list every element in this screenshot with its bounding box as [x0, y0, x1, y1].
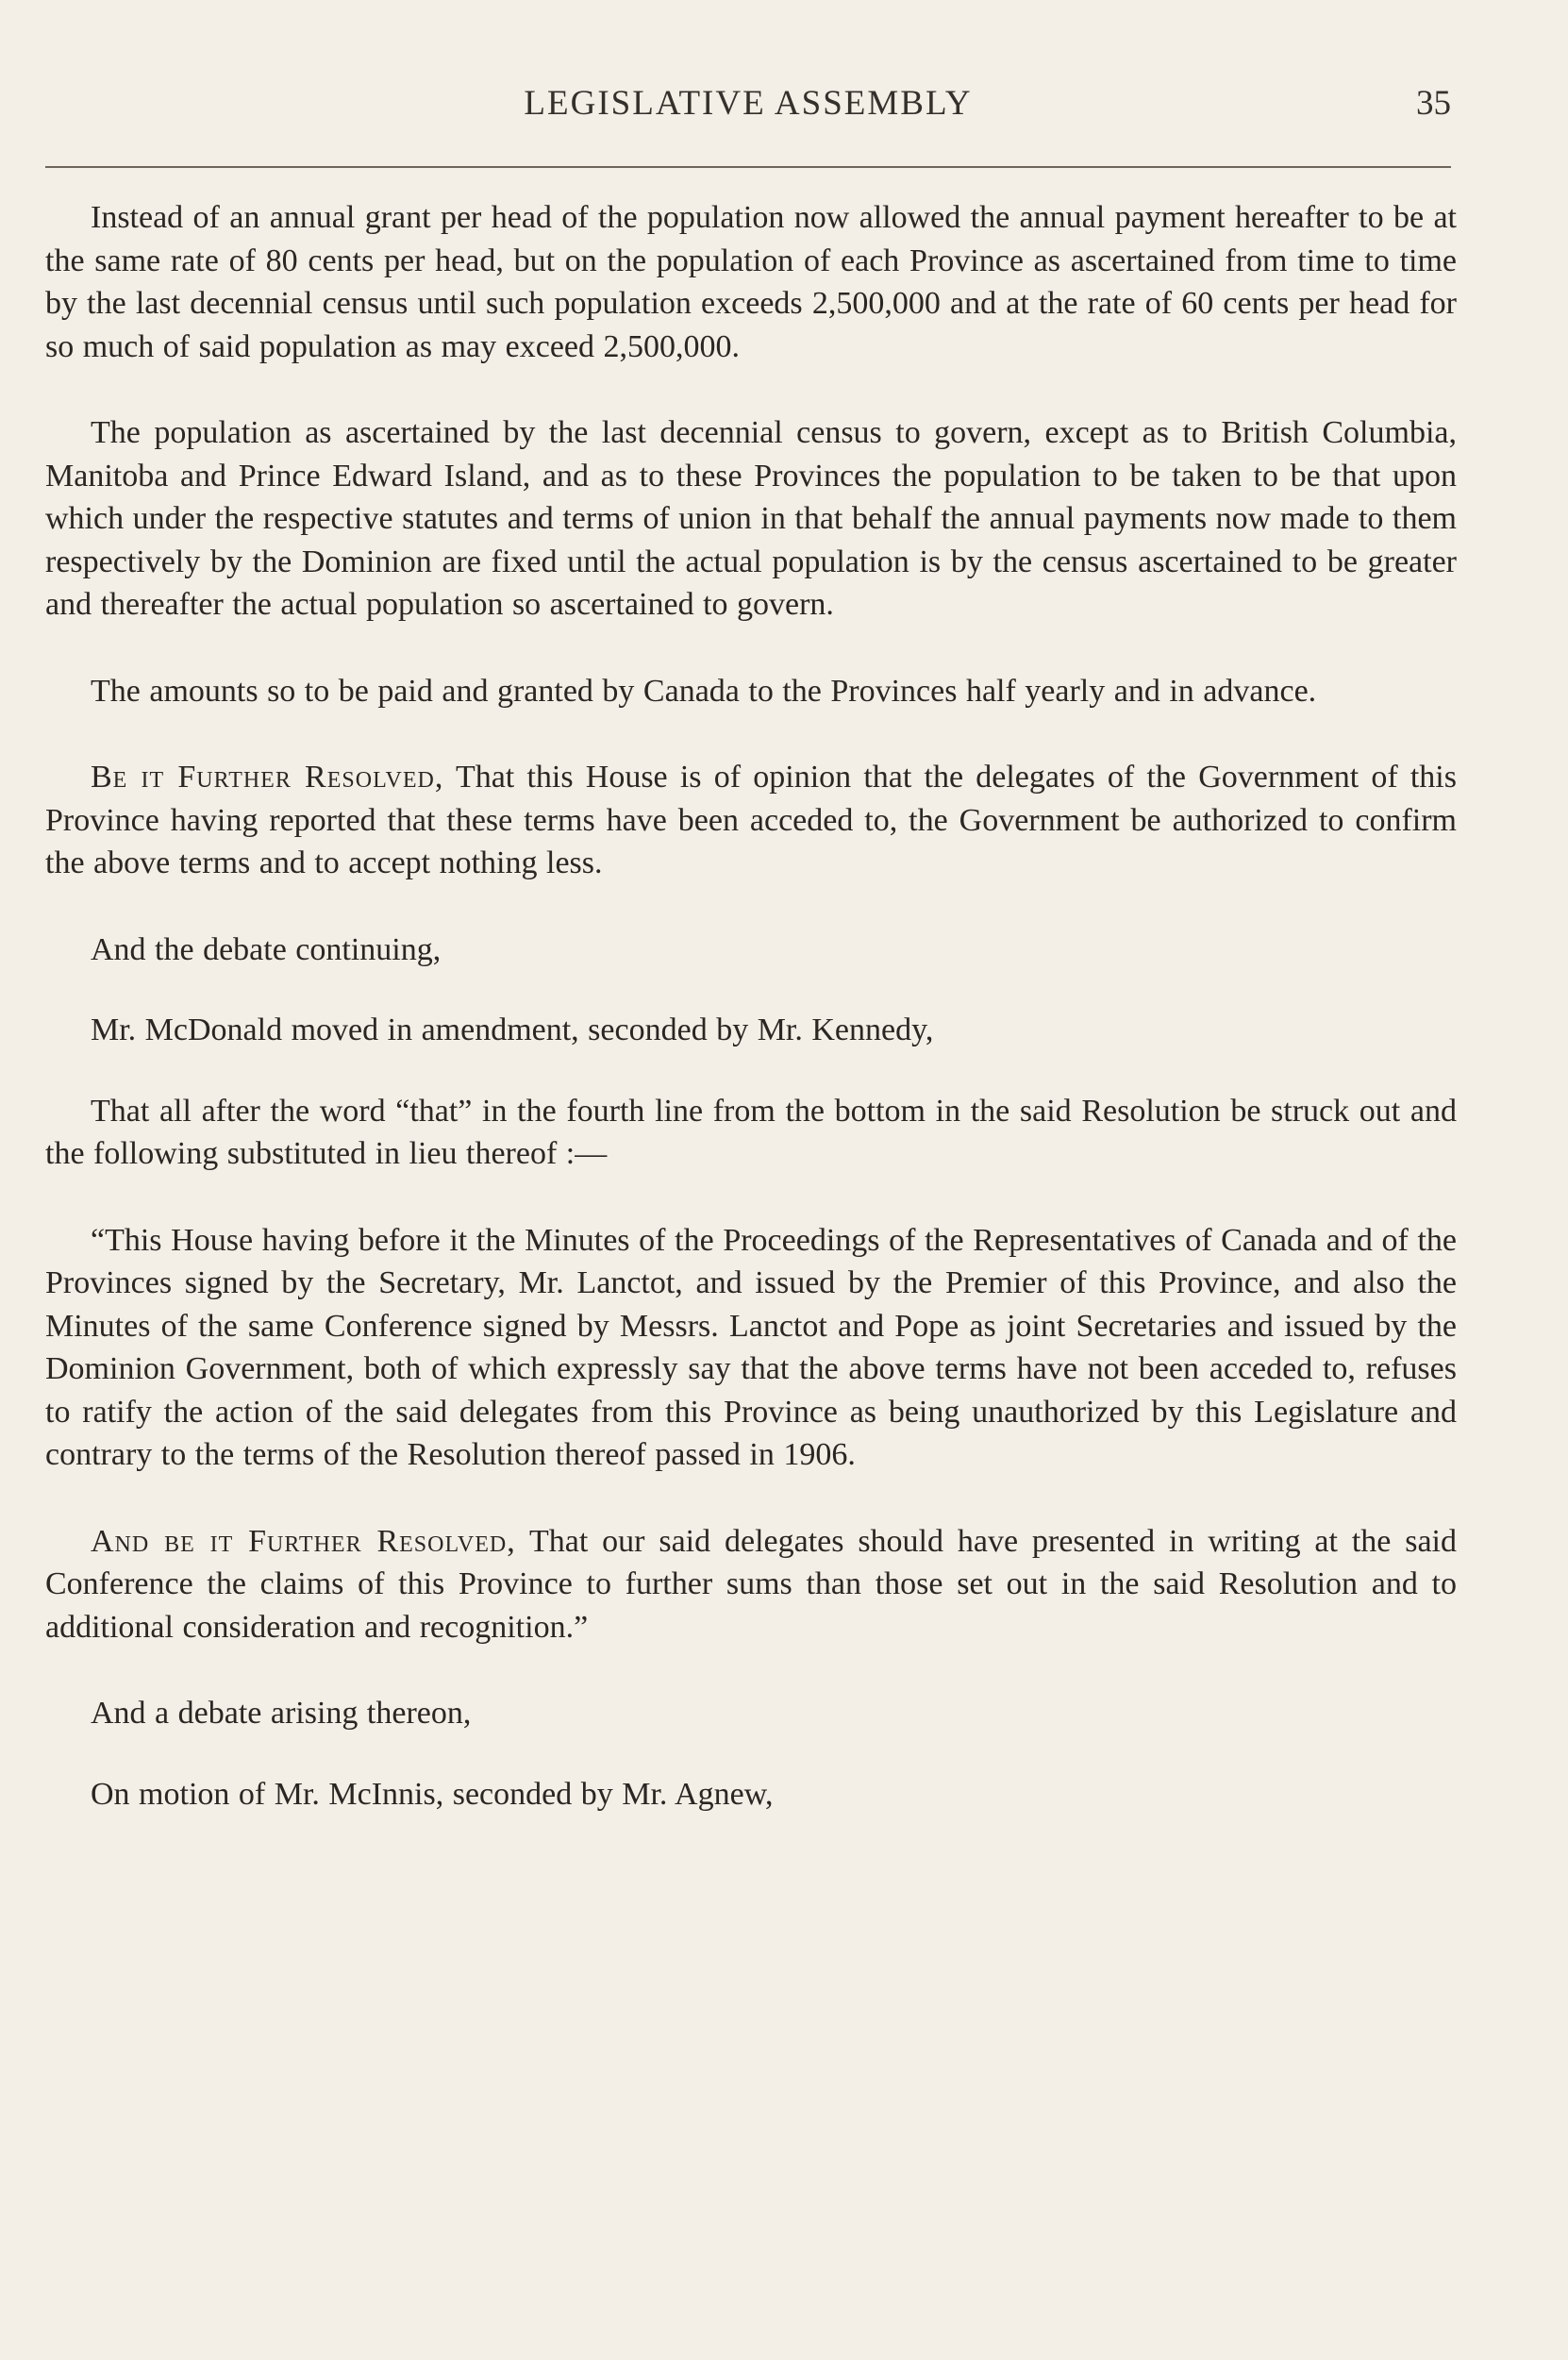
- paragraph-text: That all after the word “that” in the fourth line from the bottom in the said Resolution be struck out and the following substituted in lieu thereof :—: [45, 1093, 1457, 1171]
- paragraph-debate-continuing: [45, 929, 1457, 972]
- paragraph-amendment-motion: [45, 1009, 1457, 1052]
- paragraph-text: That this House is of opinion that the delegates of the Government of this Province having reported that these terms have been acceded to, the Government be authorized to confirm the above terms and to accept nothing less.: [45, 760, 1457, 880]
- paragraph-text: That our said delegates should have presented in writing at the said Conference the claims of this Province to further sums than those set out in the said Resolution and to additional consideration and recognition.”: [45, 1523, 1457, 1645]
- resolution-lead: And be it Further Resolved,: [91, 1523, 516, 1559]
- resolution-lead: Be it Further Resolved,: [91, 760, 444, 795]
- page-number: 35: [1416, 84, 1451, 123]
- paragraph-this-house-having: [45, 1219, 1457, 1477]
- paragraph-debate-arising: [45, 1692, 1457, 1735]
- paragraph-amounts-paid: [45, 670, 1457, 713]
- paragraph-and-be-it-further-resolved: [45, 1520, 1457, 1649]
- paragraph-text: Mr. McDonald moved in amendment, seconded by Mr. Kennedy,: [91, 1013, 934, 1047]
- paragraph-be-it-further-resolved: [45, 756, 1457, 885]
- paragraph-struck-out: [45, 1090, 1457, 1176]
- paragraph-text: “This House having before it the Minutes of the Proceedings of the Representatives of Canada and of the Provinces signed by the Secretary, Mr. Lanctot, and issued by the Premier of this Province, and also the Minutes of the same Conference signed by Messrs. Lanctot and Pope as joint Secretaries and issued by the Dominion Government, both of which expressly say that the above terms have not been acceded to, refuses to ratify the action of the said delegates from this Province as being unauthorized by this Legislature and contrary to the terms of the Resolution thereof passed in 1906.: [45, 1222, 1457, 1472]
- paragraph-text: And a debate arising thereon,: [91, 1696, 472, 1731]
- page-header: [45, 83, 1451, 130]
- paragraph-text: And the debate continuing,: [91, 931, 442, 967]
- header-rule: [45, 166, 1451, 168]
- running-title: LEGISLATIVE ASSEMBLY: [524, 84, 973, 123]
- paragraph-text: On motion of Mr. McInnis, seconded by Mr. Agnew,: [91, 1776, 774, 1812]
- paragraph-text: The population as ascertained by the last decennial census to govern, except as to British Columbia, Manitoba and Prince Edward Island, and as to these Provinces the population to be taken to be that upon which under the respective statutes and terms of union in that behalf the annual payments now made to them respectively by the Dominion are fixed until the actual population is by the census ascertained to be greater and thereafter the actual population so ascertained to govern.: [45, 415, 1457, 622]
- document-body: [45, 196, 1457, 1853]
- paragraph-text: Instead of an annual grant per head of the population now allowed the annual payment hereafter to be at the same rate of 80 cents per head, but on the population of each Province as ascertained from time to time by the last decennial census until such population exceeds 2,500,000 and at the rate of 60 cents per head for so much of said population as may exceed 2,500,000.: [45, 200, 1457, 364]
- paragraph-text: The amounts so to be paid and granted by Canada to the Provinces half yearly and in advance.: [91, 673, 1317, 709]
- paragraph-annual-grant: [45, 196, 1457, 368]
- paragraph-motion-mcinnis: [45, 1773, 1457, 1816]
- paragraph-population-census: [45, 411, 1457, 627]
